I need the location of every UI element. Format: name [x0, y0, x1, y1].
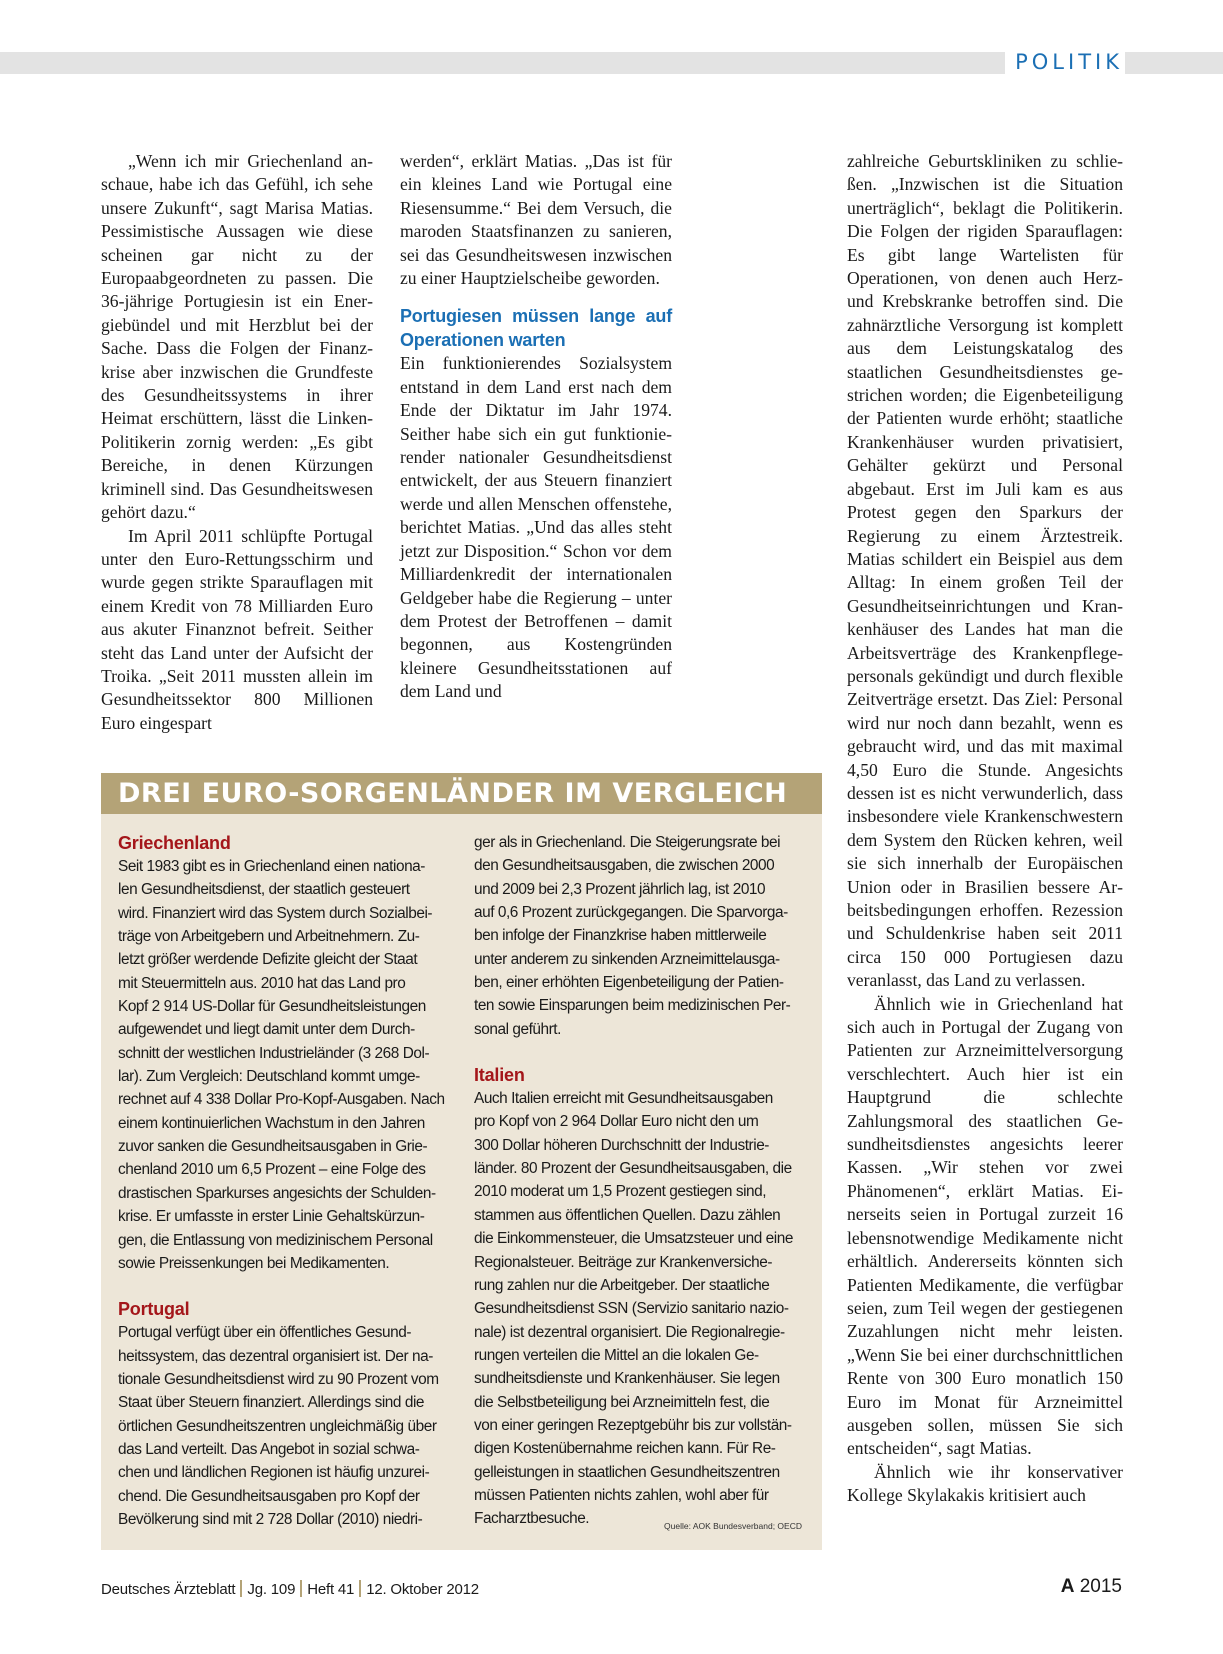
text-line: rung zahlen nur die Arbeitgeber. Der staatliche — [474, 1276, 770, 1294]
text-line: zuvor sanken die Gesundheitsausgaben in Grie- — [118, 1138, 428, 1156]
paragraph: „Wenn ich mir Griechenland anschaue, habe ich das Gefühl, ich sehe unsere Zukunft“, sagt Marisa Matias. Pessimistische Aussagen wie diese scheinen gar nicht zu der Europaabgeordneten zu passen. Die 36-jährige Portugiesin ist ein Energiebündel und mit Herzblut bei der Sache. Dass die Folgen der Finanzkrise aber inzwischen die Grundfeste des Gesundheitssystems in ihrer Heimat erschüttern, lässt die Linken-Politikerin zornig werden: „Es gibt Bereiche, in denen Kürzungen kriminell sind. Das Gesundheitswesen gehört dazu.“ — [101, 151, 373, 523]
text-line: müssen Patienten nichts zahlen, wohl aber für — [474, 1486, 769, 1504]
text-line: Kopf 2 914 US-Dollar für Gesundheitsleistungen — [118, 998, 426, 1016]
page-prefix: A — [1060, 1576, 1075, 1597]
text-line: den Gesundheitsausgaben, die zwischen 2000 — [474, 857, 775, 875]
country-heading-greece: Griechenland — [118, 833, 231, 853]
text-line: Seit 1983 gibt es in Griechenland einen nationa- — [118, 858, 425, 875]
paragraph: Ähnlich wie ihr konservativer Kollege Skylakakis kritisiert auch — [847, 1461, 1123, 1506]
info-box-column-1 — [118, 831, 453, 1531]
article-column-3 — [847, 150, 1123, 1508]
text-line: rechnet auf 4 338 Dollar Pro-Kopf-Ausgaben. Nach — [118, 1091, 445, 1109]
article-column-1 — [101, 150, 373, 735]
page-number — [1061, 1576, 1122, 1598]
text-line: 300 Dollar höheren Durchschnitt der Industrie- — [474, 1136, 769, 1154]
text-line: träge von Arbeitgebern und Arbeitnehmern. Zu- — [118, 928, 420, 946]
text-line: letzt größer werdende Defizite gleicht der Staat — [118, 951, 418, 969]
text-line: gelleistungen in staatlichen Gesundheitszentren — [474, 1463, 780, 1481]
text-line: und 2009 bei 2,3 Prozent jährlich lag, ist 2010 — [474, 880, 766, 898]
paragraph: zahlreiche Geburtskliniken zu schließen. „Inzwischen ist die Situation unerträglich“, beklagt die Politikerin. Die Folgen der rigiden Sparauflagen: Es gibt lange Wartelisten für Operationen, von denen auch Herz- und Krebskranke betroffen sind. Die zahnärztliche Versorgung ist komplett aus dem Leistungskatalog des staatlichen Gesundheitsdienstes gestrichen worden; die Eigenbeteiligung der Patienten wurde erhöht; staatliche Krankenhäuser wurden privatisiert, Gehälter gekürzt und Personal abgebaut. Erst im Juli kam es aus Protest gegen den Sparkurs der Regierung zu einem Ärztestreik. Matias schildert ein Beispiel aus dem Alltag: In einem großen Teil der Gesundheitseinrichtungen und Krankenhäuser des Landes hat man die Arbeitsverträge des Krankenpflegepersonals gekündigt und durch flexible Zeitverträge ersetzt. Das Ziel: Personal wird nur noch dann bezahlt, wenn es gebraucht wird, und das mit maximal 4,50 Euro die Stunde. Angesichts dessen ist es nicht verwunderlich, dass insbesondere viele Krankenschwestern dem System den Rücken kehren, weil sie sich innerhalb der Europäischen Union oder in Brasilien bessere Arbeitsbedingungen erhoffen. Rezession und Schuldenkrise haben seit 2011 circa 150 000 Portugiesen dazu veranlasst, das Land zu verlassen. — [847, 151, 1123, 991]
text-line: mit Steuermitteln aus. 2010 hat das Land pro — [118, 974, 406, 992]
volume: Jg. 109 — [247, 1581, 296, 1598]
text-line: länder. 80 Prozent der Gesundheitsausgaben, die — [474, 1160, 792, 1178]
text-line: rungen verteilen die Mittel an die lokalen Ge- — [474, 1346, 759, 1364]
text-line: pro Kopf von 2 964 Dollar Euro nicht den um — [474, 1113, 759, 1131]
subheading: Portugiesen müssen lange auf Operationen warten — [400, 306, 672, 351]
article-column-2 — [400, 150, 672, 704]
text-line: Bevölkerung sind mit 2 728 Dollar (2010) niedri- — [118, 1510, 423, 1528]
text-line: chend. Die Gesundheitsausgaben pro Kopf der — [118, 1487, 420, 1505]
divider — [300, 1580, 302, 1597]
text-line: die Einkommensteuer, die Umsatzsteuer und eine — [474, 1230, 793, 1248]
text-line: ger als in Griechenland. Die Steigerungsrate bei — [474, 834, 781, 851]
text-line: schnitt der westlichen Industrieländer (3 268 Dol- — [118, 1044, 430, 1062]
text-line: len Gesundheitsdienst, der staatlich gesteuert — [118, 881, 410, 899]
text-line: nale) ist dezentral organisiert. Die Regionalregie- — [474, 1323, 785, 1341]
text-line: wird. Finanziert wird das System durch Sozialbei- — [118, 904, 433, 922]
text-line: lar). Zum Vergleich: Deutschland kommt umge- — [118, 1068, 420, 1086]
info-box-column-2 — [474, 831, 809, 1531]
source-note: Quelle: AOK Bundesverband; OECD — [664, 1521, 802, 1531]
info-box-title: DREI EURO-SORGENLÄNDER IM VERGLEICH — [118, 778, 788, 809]
info-box-header — [101, 773, 822, 814]
journal-name: Deutsches Ärzteblatt — [101, 1581, 236, 1598]
text-line: einem kontinuierlichen Wachstum in den Jahren — [118, 1114, 425, 1132]
greece-text — [118, 855, 453, 1275]
country-heading-portugal: Portugal — [118, 1299, 190, 1320]
text-line: chen und ländlichen Regionen ist häufig unzurei- — [118, 1464, 430, 1482]
info-box — [101, 773, 822, 1550]
text-line: die Selbstbeteiligung bei Arzneimitteln fest, die — [474, 1393, 770, 1411]
text-line: 2010 moderat um 1,5 Prozent gestiegen sind, — [474, 1183, 767, 1201]
paragraph: Ähnlich wie in Griechenland hat sich auch in Portugal der Zugang von Patienten zur Arzneimittelversorgung verschlechtert. Auch hier ist ein Hauptgrund die schlechte Zahlungsmoral des staatlichen Gesundheitsdienstes angesichts leerer Kassen. „Wir stehen vor zwei Phänomenen“, erklärt Matias. Einerseits seien in Portugal zurzeit 16 lebensnotwendige Medikamente nicht erhältlich. Andererseits könnten sich Patienten Medikamente, die verfügbar seien, zum Teil wegen der gestiegenen Zuzahlungen nicht mehr leisten. „Wenn Sie bei einer durchschnittlichen Rente von 300 Euro monatlich 150 Euro im Monat für Arzneimittel ausgeben sollen, müssen Sie sich entscheiden“, sagt Matias. — [847, 993, 1123, 1459]
text-line: stammen aus öffentlichen Quellen. Dazu zählen — [474, 1206, 781, 1224]
paragraph: Im April 2011 schlüpfte Portugal unter den Euro-Rettungsschirm und wurde gegen strikte Sparauflagen mit einem Kredit von 78 Milliarden Euro aus akuter Finanznot befreit. Seither steht das Land unter der Aufsicht der Troika. „Seit 2011 mussten allein im Gesundheitssektor 800 Millionen Euro eingespart — [101, 525, 373, 733]
paragraph: werden“, erklärt Matias. „Das ist für ein kleines Land wie Portugal eine Riesensumme.“ Bei dem Versuch, die maroden Staatsfinanzen zu sanieren, sei das Gesundheitswesen inzwischen zu einer Hauptzielscheibe geworden. — [400, 151, 672, 289]
text-line: Portugal verfügt über ein öffentliches Gesund- — [118, 1324, 412, 1342]
text-line: das Land verteilt. Das Angebot in sozial schwa- — [118, 1440, 420, 1458]
country-heading-italy: Italien — [474, 1065, 525, 1086]
text-line: Regionalsteuer. Beiträge zur Krankenversiche- — [474, 1253, 772, 1271]
divider — [359, 1580, 361, 1597]
section-label: POLITIK — [1005, 48, 1125, 76]
text-line: Auch Italien erreicht mit Gesundheitsausgaben — [474, 1090, 773, 1108]
text-line: Gesundheitsdienst SSN (Servizio sanitario nazio- — [474, 1300, 789, 1318]
issue: Heft 41 — [307, 1581, 355, 1598]
portugal-text — [118, 1321, 453, 1531]
text-line: auf 0,6 Prozent zurückgegangen. Die Sparvorga- — [474, 904, 788, 922]
text-line: Staat über Steuern finanziert. Allerdings sind die — [118, 1394, 425, 1412]
text-line: drastischen Sparkurses angesichts der Schulden- — [118, 1184, 436, 1202]
text-line: sundheitsdienste und Krankenhäuser. Sie legen — [474, 1370, 780, 1388]
text-line: ten sowie Einsparungen beim medizinischen Per- — [474, 997, 791, 1015]
issue-date: 12. Oktober 2012 — [366, 1581, 479, 1598]
text-line: von einer geringen Rezeptgebühr bis zur vollstän- — [474, 1416, 792, 1434]
text-line: sowie Preissenkungen bei Medikamenten. — [118, 1254, 390, 1272]
text-line: ben infolge der Finanzkrise haben mittlerweile — [474, 927, 767, 945]
portugal-text-continued — [474, 831, 809, 1041]
text-line: gen, die Entlassung von medizinischem Personal — [118, 1231, 433, 1249]
paragraph: Ein funktionierendes Sozialsystem entstand in dem Land erst nach dem Ende der Diktatur im Jahr 1974. Seither habe sich ein gut funktionierender nationaler Gesundheitsdienst entwickelt, der aus Steuern finanziert werde und allen Menschen offenstehe, berichtet Matias. „Und das alles steht jetzt zur Disposition.“ Schon vor dem Milliardenkredit der internationalen Geldgeber habe die Regierung – unter dem Protest der Betroffenen – damit begonnen, aus Kostengründen kleinere Gesundheitsstationen auf dem Land und — [400, 353, 672, 702]
text-line: unter anderem zu sinkenden Arzneimittelausga- — [474, 950, 780, 968]
footer — [101, 1580, 479, 1598]
text-line: digen Kostenübernahme reichen kann. Für Re- — [474, 1440, 776, 1458]
page-number-value: 2015 — [1079, 1576, 1122, 1597]
text-line: heitssystem, das dezentral organisiert ist. Der na- — [118, 1347, 433, 1365]
text-line: örtlichen Gesundheitszentren ungleichmäßig über — [118, 1417, 437, 1435]
text-line: tionale Gesundheitsdienst wird zu 90 Prozent vom — [118, 1370, 439, 1388]
text-line: chenland 2010 um 6,5 Prozent – eine Folge des — [118, 1161, 426, 1179]
text-line: Facharztbesuche. — [474, 1510, 590, 1528]
text-line: aufgewendet und liegt damit unter dem Durch- — [118, 1021, 415, 1039]
divider — [240, 1580, 242, 1597]
text-line: krise. Er umfasste in erster Linie Gehaltskürzun- — [118, 1208, 425, 1226]
text-line: sonal geführt. — [474, 1020, 561, 1038]
italy-text — [474, 1087, 809, 1531]
text-line: ben, einer erhöhten Eigenbeteiligung der Patien- — [474, 974, 784, 992]
